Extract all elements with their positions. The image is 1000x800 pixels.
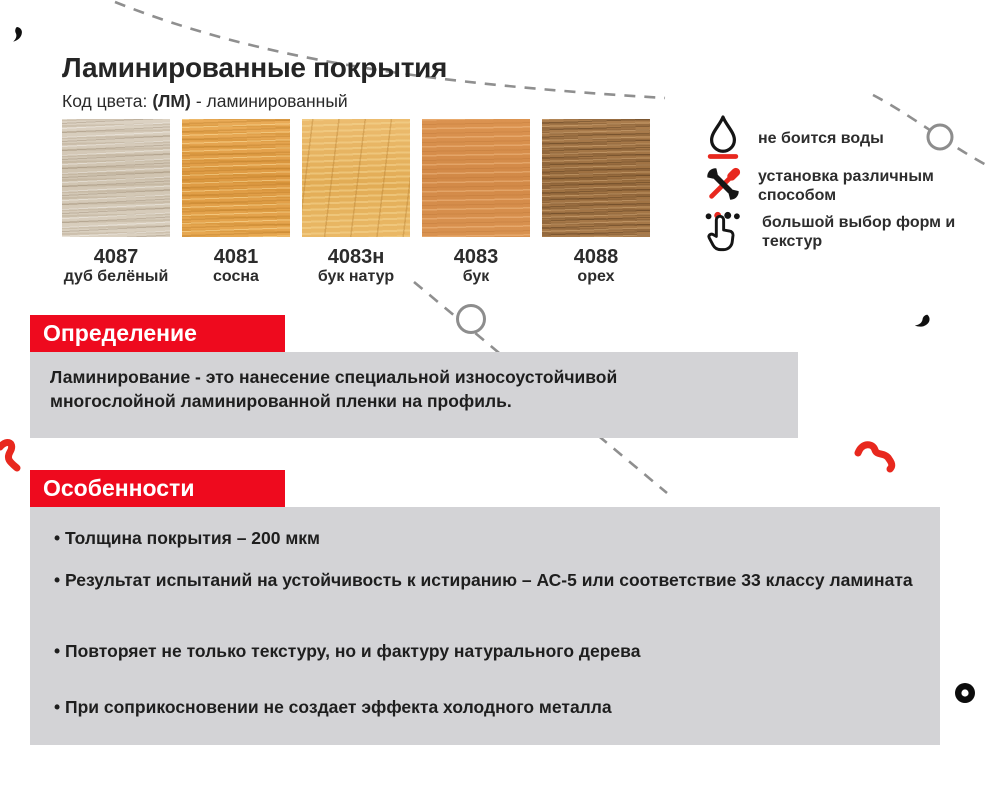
definition-text: Ламинирование - это нанесение специальной износоустойчивой многослойной ламинированной пленки на профиль.: [50, 367, 618, 411]
feature-item: • При соприкосновении не создает эффекта холодного металла: [54, 693, 916, 721]
swatch-code: 4081: [213, 246, 259, 268]
wood-sample-image: [62, 119, 170, 237]
swatch-pine: [182, 119, 290, 286]
section-heading-features: Особенности: [30, 470, 285, 507]
wood-sample-image: [542, 119, 650, 237]
page-title: Ламинированные покрытия: [62, 52, 448, 83]
feature-label: установка различным способом: [758, 167, 934, 204]
feature-water-resistant: [704, 114, 964, 165]
tap-hand-icon: [704, 205, 746, 260]
swatch-bleached-oak: [62, 119, 170, 286]
wood-sample-image: [302, 119, 410, 237]
tools-icon: [704, 164, 742, 209]
color-code-subtitle: [62, 91, 348, 112]
swatch-code: 4088: [573, 246, 619, 268]
swatch-name: бук натур: [317, 268, 395, 286]
swatch-beech: [422, 119, 530, 286]
swatch-code: 4083н: [327, 246, 385, 268]
section-heading-definition: Определение: [30, 315, 285, 352]
swatch-beech-natural: [302, 119, 410, 286]
swatch-code: 4087: [93, 246, 139, 268]
features-panel: [30, 507, 940, 745]
feature-installation-methods: [704, 164, 964, 209]
color-code: (ЛМ): [152, 91, 191, 111]
swatch-walnut: [542, 119, 650, 286]
feature-item: • Результат испытаний на устойчивость к истиранию – АС-5 или соответствие 33 классу ламината: [54, 566, 916, 594]
subtitle-prefix: Код цвета:: [62, 91, 148, 111]
swatch-name: бук: [462, 268, 490, 286]
wood-sample-image: [422, 119, 530, 237]
wood-sample-image: [182, 119, 290, 237]
water-drop-icon: [704, 114, 742, 165]
feature-item: • Толщина покрытия – 200 мкм: [54, 524, 916, 552]
swatch-name: орех: [577, 268, 615, 286]
subtitle-suffix: - ламинированный: [195, 91, 348, 111]
feature-label: большой выбор форм и текстур: [762, 213, 956, 250]
swatch-name: сосна: [213, 268, 259, 286]
definition-panel: [30, 352, 798, 438]
feature-choice-of-forms: [704, 205, 964, 260]
feature-label: не боится воды: [758, 130, 884, 148]
swatch-name: дуб белёный: [63, 268, 169, 286]
feature-item: • Повторяет не только текстуру, но и фактуру натурального дерева: [54, 637, 916, 665]
swatch-code: 4083: [453, 246, 499, 268]
